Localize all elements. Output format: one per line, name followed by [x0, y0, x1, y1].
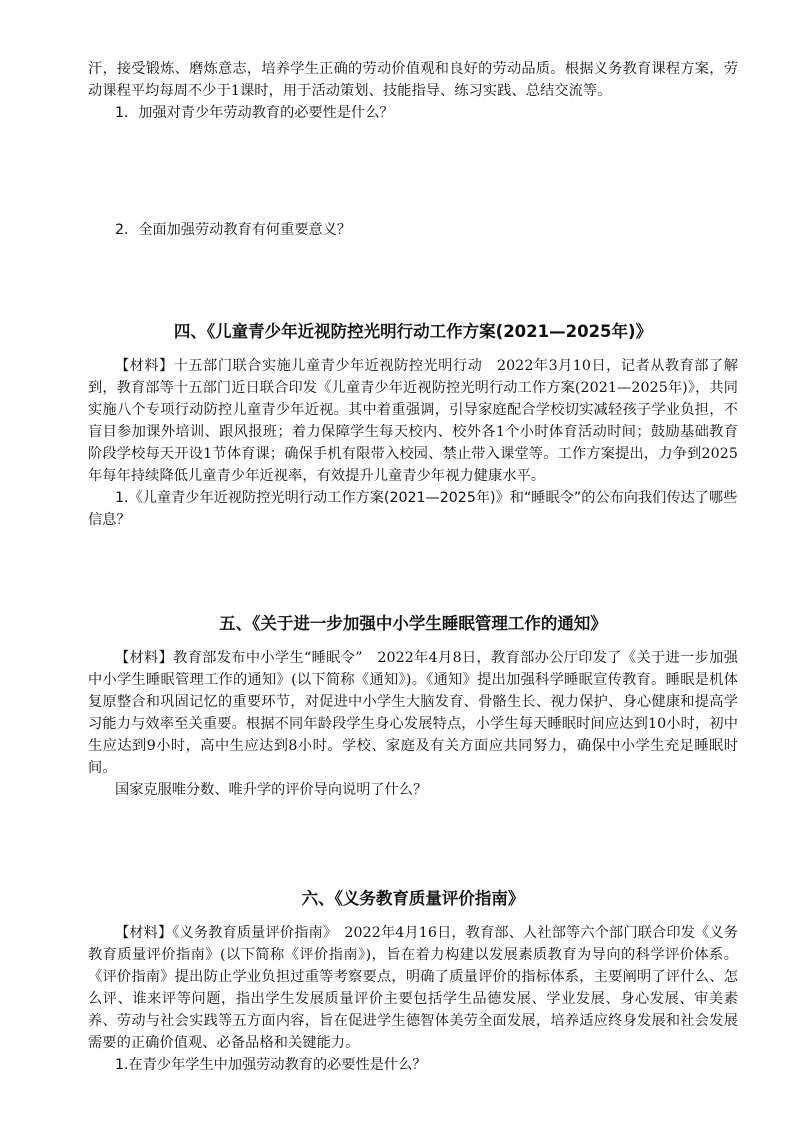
section-6-question-1: 1.在青少年学生中加强劳动教育的必要性是什么？ — [115, 1057, 427, 1073]
section-4-material: 【材料】十五部门联合实施儿童青少年近视防控光明行动 2022年3月10日，记者从教育部了解到，教育部等十五部门近日联合印发《儿童青少年近视防控光明行动工作方案(2021—2025年)》，共同实施八个专项行动防控儿童青少年近视。其中着重强调，引导家庭配合学校切实减轻孩子学业负担，不盲目参加课外培训、跟风报班；着力保障学生每天校内、校外各1个小时体育活动时间；鼓励基础教育阶段学校每天开设1节体育课；确保手机有限带入校园、禁止带入课堂等。工作方案提出，力争到2025年每年持续降低儿童青少年近视率，有效提升儿童青少年视力健康水平。 — [88, 358, 738, 484]
section-4-question-1: 1.《儿童青少年近视防控光明行动工作方案(2021—2025年)》和“睡眠令”的公布向我们传达了哪些信息？ — [88, 490, 738, 528]
section-4-title: 四、《儿童青少年近视防控光明行动工作方案(2021—2025年)》 — [173, 322, 653, 341]
section-5-question-1: 国家克服唯分数、唯升学的评价导向说明了什么？ — [115, 782, 428, 798]
intro-paragraph: 汗，接受锻炼、磨炼意志，培养学生正确的劳动价值观和良好的劳动品质。根据义务教育课程方案，劳动课程平均每周不少于1课时，用于活动策划、技能指导、练习实践、总结交流等。 — [88, 61, 738, 99]
section-5-material: 【材料】教育部发布中小学生“睡眠令” 2022年4月8日，教育部办公厅印发了《关于进一步加强中小学生睡眠管理工作的通知》(以下简称《通知》)。《通知》提出加强科学睡眠宣传教育。睡眠是机体复原整合和巩固记忆的重要环节，对促进中小学生大脑发育、骨骼生长、视力保护、身心健康和提高学习能力与效率至关重要。根据不同年龄段学生身心发展特点，小学生每天睡眠时间应达到10小时，初中生应达到9小时，高中生应达到8小时。学校、家庭及有关方面应共同努力，确保中小学生充足睡眠时间。 — [88, 650, 738, 776]
section-6-material: 【材料】《义务教育质量评价指南》 2022年4月16日，教育部、人社部等六个部门联合印发《义务教育质量评价指南》(以下简称《评价指南》)，旨在着力构建以发展素质教育为导向的科学评价体系。《评价指南》提出防止学业负担过重等考察要点，明确了质量评价的指标体系，主要阐明了评什么、怎么评、谁来评等问题，指出学生发展质量评价主要包括学生品德发展、学业发展、身心发展、审美素养、劳动与社会实践等五方面内容，旨在促进学生德智体美劳全面发展，培养适应终身发展和社会发展需要的正确价值观、必备品格和关键能力。 — [88, 925, 738, 1051]
intro-question-2: 2．全面加强劳动教育有何重要意义？ — [115, 222, 352, 238]
section-5-title: 五、《关于进一步加强中小学生睡眠管理工作的通知》 — [219, 614, 607, 633]
intro-question-1: 1．加强对青少年劳动教育的必要性是什么？ — [115, 105, 394, 121]
document-page — [88, 58, 738, 1076]
section-6-title: 六、《义务教育质量评价指南》 — [301, 889, 525, 908]
